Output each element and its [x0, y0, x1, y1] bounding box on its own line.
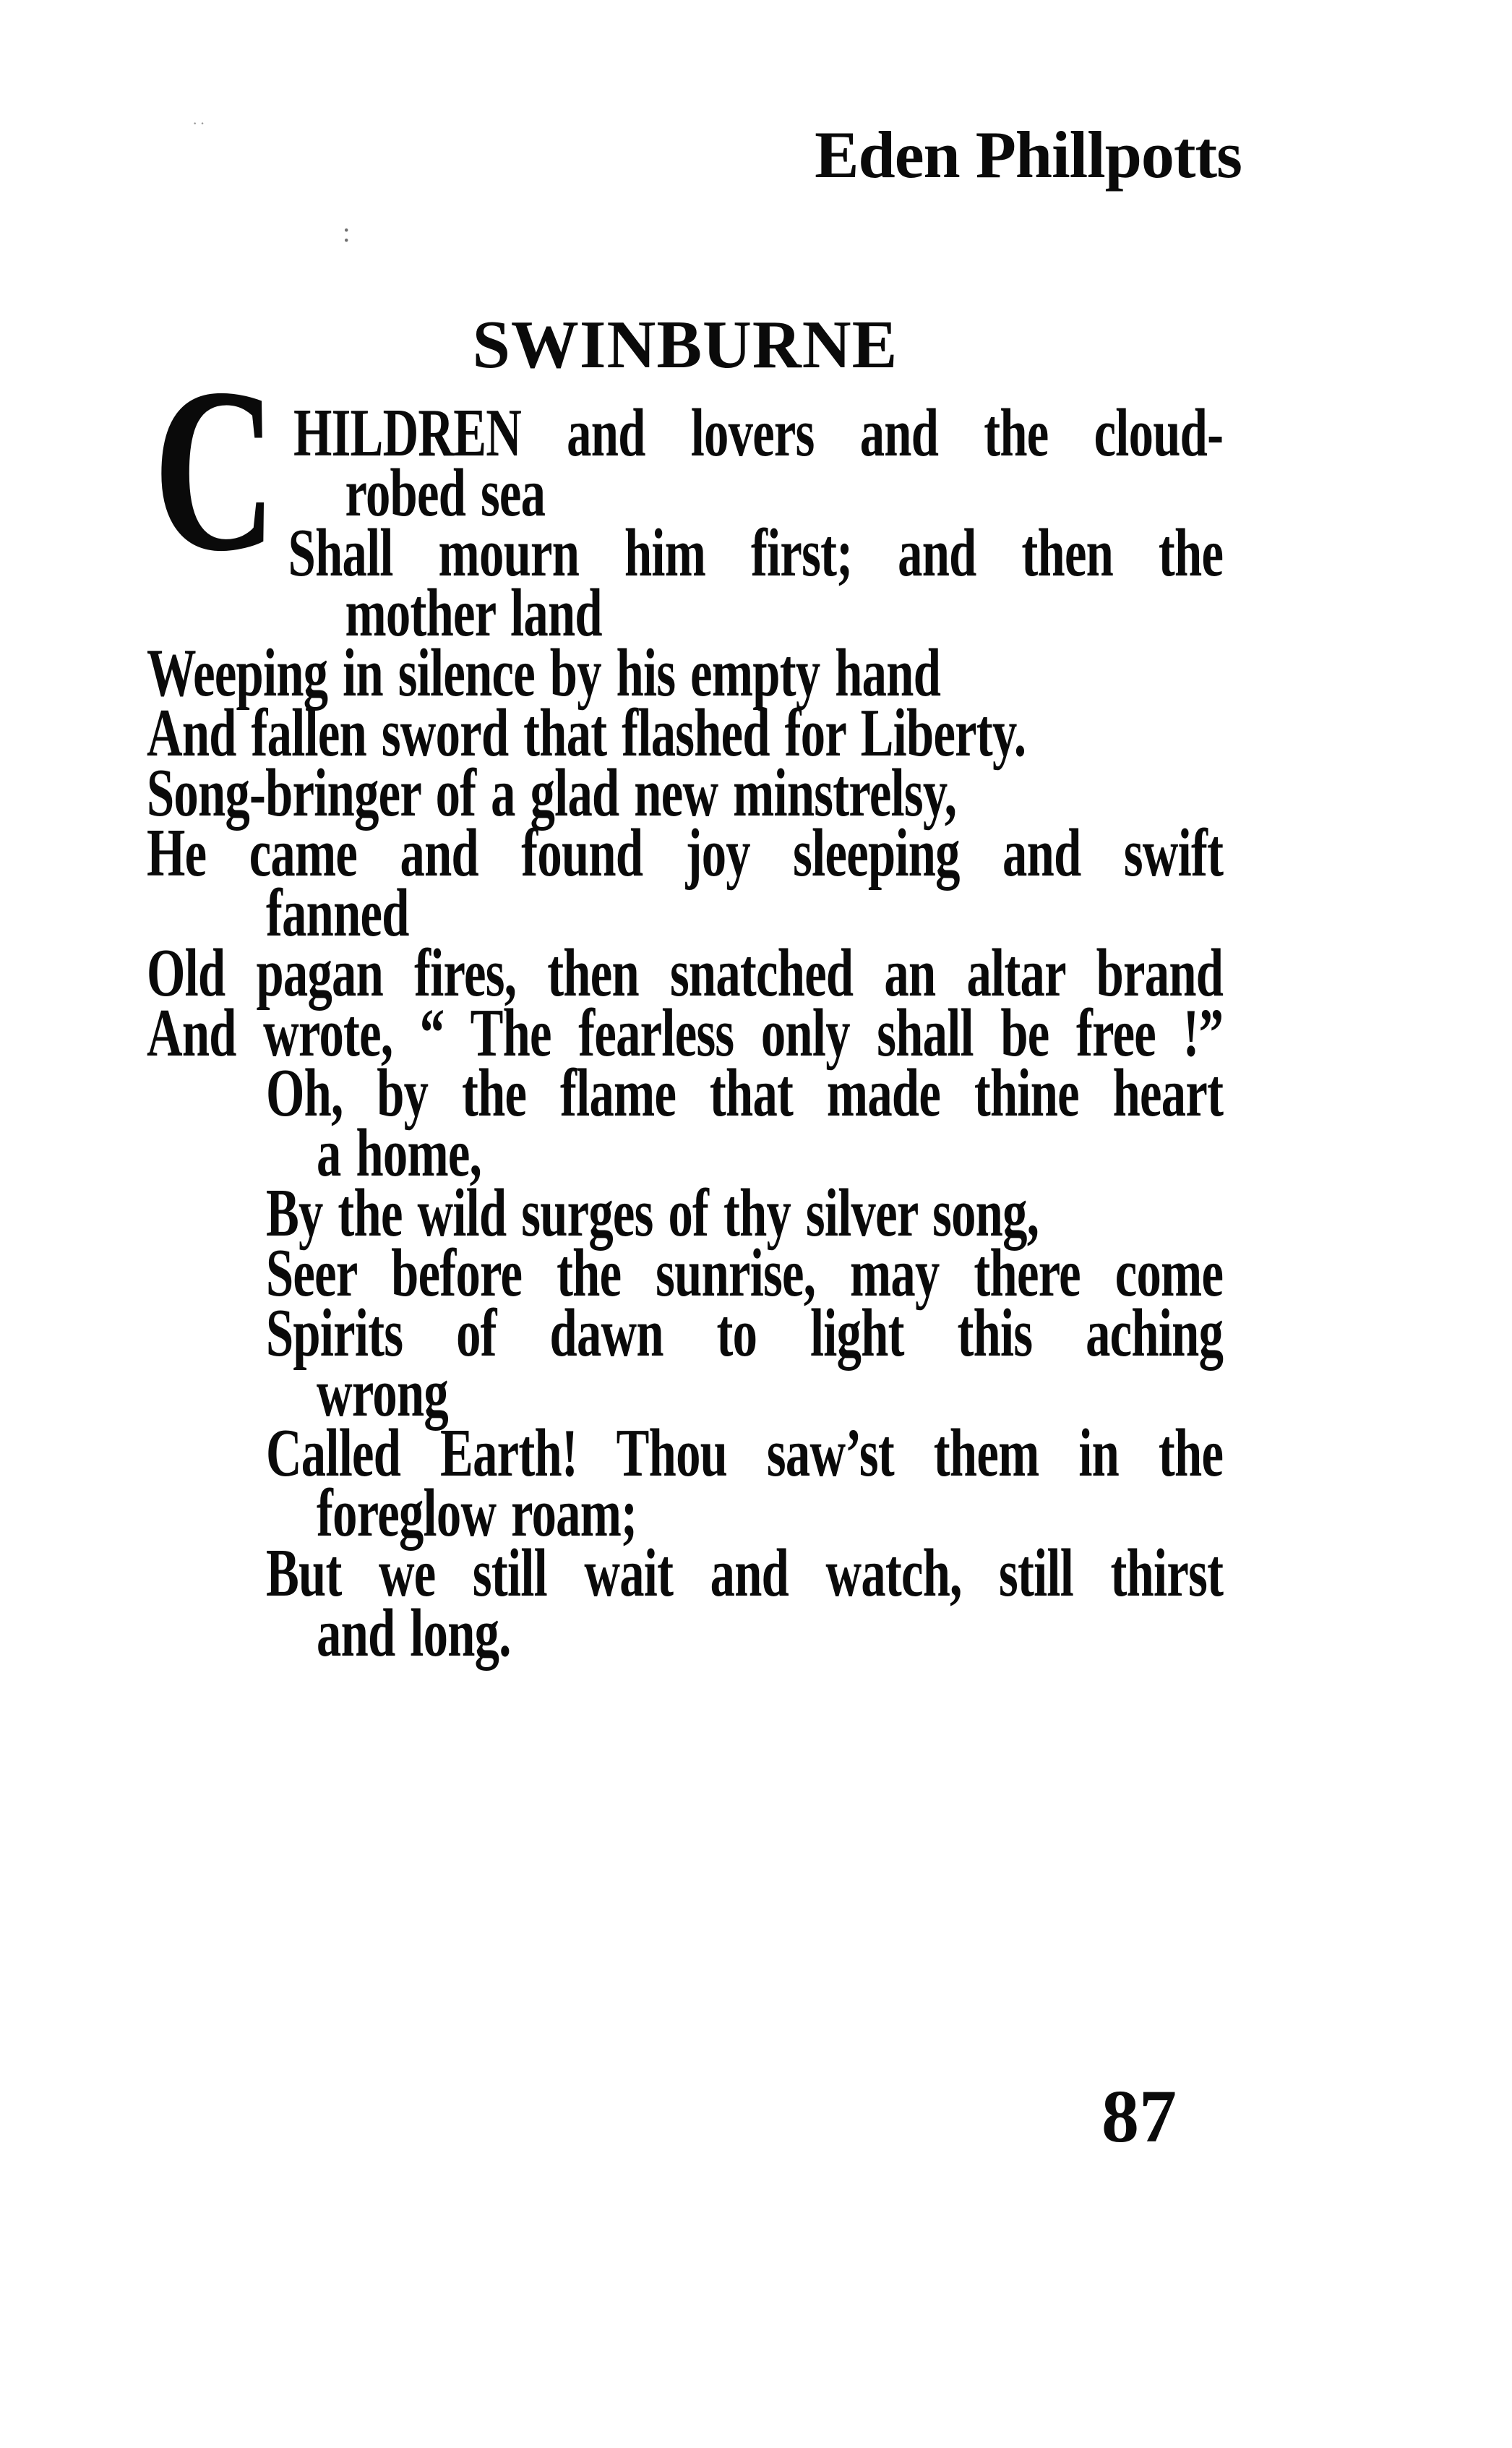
poem-title: SWINBURNE [472, 307, 898, 382]
poem-line: He came and found joy sleeping and swift [147, 816, 1224, 891]
running-header-author: Eden Phillpotts [815, 118, 1242, 192]
poem-line: And wrote, “ The fearless only shall be free !” [147, 996, 1224, 1071]
poem-line: robed sea [345, 455, 546, 531]
poem-line: foreglow roam; [317, 1476, 637, 1551]
poem-line: a home, [317, 1116, 482, 1191]
poem-line: mother land [345, 575, 602, 651]
poem-line: wrong [317, 1356, 448, 1431]
poem-line: Shall mourn him first; and then the [288, 515, 1224, 591]
poem-line: Spirits of dawn to light this aching [265, 1296, 1224, 1371]
poem-line: Oh, by the flame that made thine heart [265, 1056, 1224, 1131]
poem-line: Called Earth! Thou saw’st them in the [265, 1416, 1224, 1491]
scan-artifact-dots: ·· [192, 114, 207, 132]
poem-line: HILDREN and lovers and the cloud- [293, 395, 1224, 471]
poem-line: Weeping in silence by his empty hand [147, 635, 941, 711]
poem-lines [147, 395, 1224, 1671]
drop-cap: C [153, 340, 277, 600]
poem-line: fanned [265, 876, 409, 951]
poem-line: Seer before the sunrise, may there come [265, 1236, 1224, 1311]
poem-line: By the wild surges of thy silver song, [265, 1176, 1039, 1251]
poem-line: But we still wait and watch, still thirst [265, 1536, 1224, 1611]
scan-artifact-colon: : [343, 218, 351, 248]
poem-line: And fallen sword that flashed for Liberty. [147, 696, 1026, 771]
poem-line: Old pagan fires, then snatched an altar brand [147, 936, 1224, 1011]
page-number: 87 [1101, 2075, 1177, 2158]
poem-line: and long. [317, 1596, 511, 1671]
poem-line: Song-bringer of a glad new minstrelsy, [147, 756, 957, 831]
